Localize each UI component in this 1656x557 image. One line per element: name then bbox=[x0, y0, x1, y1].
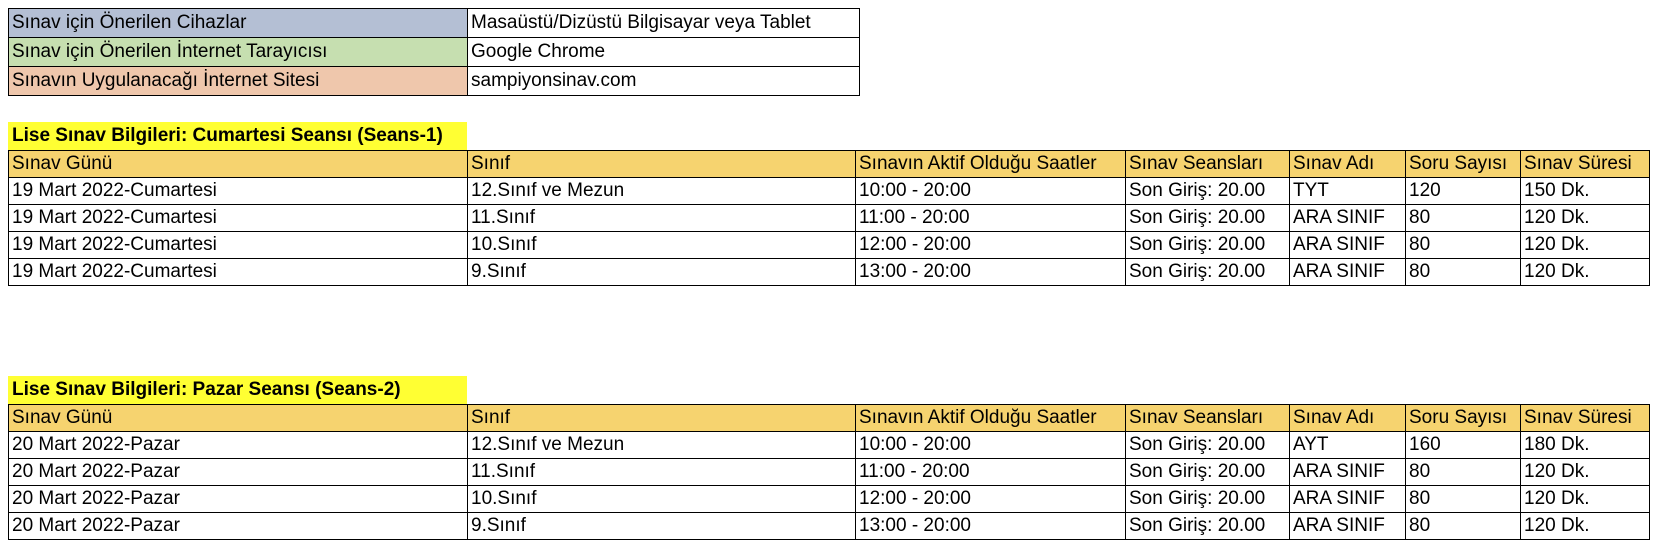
info-label-website: Sınavın Uygulanacağı İnternet Sitesi bbox=[9, 67, 468, 96]
info-value-browser: Google Chrome bbox=[468, 38, 860, 67]
column-header: Sınav Süresi bbox=[1521, 405, 1650, 432]
table-cell: 12.Sınıf ve Mezun bbox=[468, 178, 856, 205]
table-cell: 20 Mart 2022-Pazar bbox=[9, 432, 468, 459]
table-cell: 120 Dk. bbox=[1521, 486, 1650, 513]
table-cell: 80 bbox=[1406, 232, 1521, 259]
table-row bbox=[9, 486, 1650, 513]
table-row bbox=[9, 432, 1650, 459]
exam-info-table bbox=[8, 8, 860, 96]
column-header: Sınav Adı bbox=[1290, 151, 1406, 178]
table-cell: 120 Dk. bbox=[1521, 205, 1650, 232]
column-header: Sınav Seansları bbox=[1126, 151, 1290, 178]
table-row bbox=[9, 259, 1650, 286]
table-cell: 19 Mart 2022-Cumartesi bbox=[9, 178, 468, 205]
table-cell: 11.Sınıf bbox=[468, 459, 856, 486]
table-cell: 80 bbox=[1406, 486, 1521, 513]
column-header: Sınav Günü bbox=[9, 151, 468, 178]
table-cell: Son Giriş: 20.00 bbox=[1126, 232, 1290, 259]
table-cell: 80 bbox=[1406, 205, 1521, 232]
table-cell: 150 Dk. bbox=[1521, 178, 1650, 205]
info-row-website bbox=[9, 67, 860, 96]
table-cell: Son Giriş: 20.00 bbox=[1126, 432, 1290, 459]
column-header: Sınavın Aktif Olduğu Saatler bbox=[856, 405, 1126, 432]
column-header: Sınıf bbox=[468, 151, 856, 178]
column-header: Soru Sayısı bbox=[1406, 405, 1521, 432]
table-cell: TYT bbox=[1290, 178, 1406, 205]
column-header: Sınav Süresi bbox=[1521, 151, 1650, 178]
table-cell: 120 bbox=[1406, 178, 1521, 205]
table-row bbox=[9, 459, 1650, 486]
info-row-devices bbox=[9, 9, 860, 38]
table-cell: 10.Sınıf bbox=[468, 486, 856, 513]
table-row bbox=[9, 178, 1650, 205]
table-cell: 10.Sınıf bbox=[468, 232, 856, 259]
table-cell: ARA SINIF bbox=[1290, 205, 1406, 232]
table-cell: 9.Sınıf bbox=[468, 259, 856, 286]
table-cell: AYT bbox=[1290, 432, 1406, 459]
session2-table bbox=[8, 404, 1650, 540]
column-header: Sınav Günü bbox=[9, 405, 468, 432]
table-cell: 120 Dk. bbox=[1521, 513, 1650, 540]
session1-title: Lise Sınav Bilgileri: Cumartesi Seansı (Seans-1) bbox=[8, 122, 467, 150]
column-header: Soru Sayısı bbox=[1406, 151, 1521, 178]
session2-title: Lise Sınav Bilgileri: Pazar Seansı (Seans-2) bbox=[8, 376, 467, 404]
session1-table bbox=[8, 150, 1650, 286]
table-cell: 12.Sınıf ve Mezun bbox=[468, 432, 856, 459]
table-cell: 19 Mart 2022-Cumartesi bbox=[9, 205, 468, 232]
column-header: Sınıf bbox=[468, 405, 856, 432]
table-cell: 11.Sınıf bbox=[468, 205, 856, 232]
table-cell: 12:00 - 20:00 bbox=[856, 232, 1126, 259]
table-cell: 120 Dk. bbox=[1521, 232, 1650, 259]
table-row bbox=[9, 205, 1650, 232]
table-cell: 120 Dk. bbox=[1521, 459, 1650, 486]
table-cell: Son Giriş: 20.00 bbox=[1126, 178, 1290, 205]
table-cell: ARA SINIF bbox=[1290, 232, 1406, 259]
table-cell: 19 Mart 2022-Cumartesi bbox=[9, 232, 468, 259]
table-cell: ARA SINIF bbox=[1290, 259, 1406, 286]
info-label-devices: Sınav için Önerilen Cihazlar bbox=[9, 9, 468, 38]
table-cell: ARA SINIF bbox=[1290, 513, 1406, 540]
table-cell: Son Giriş: 20.00 bbox=[1126, 259, 1290, 286]
table-cell: 10:00 - 20:00 bbox=[856, 432, 1126, 459]
table-cell: 9.Sınıf bbox=[468, 513, 856, 540]
table-cell: ARA SINIF bbox=[1290, 459, 1406, 486]
table-cell: 13:00 - 20:00 bbox=[856, 259, 1126, 286]
info-label-browser: Sınav için Önerilen İnternet Tarayıcısı bbox=[9, 38, 468, 67]
table-cell: Son Giriş: 20.00 bbox=[1126, 459, 1290, 486]
table-header-row bbox=[9, 151, 1650, 178]
table-cell: 11:00 - 20:00 bbox=[856, 205, 1126, 232]
table-cell: 160 bbox=[1406, 432, 1521, 459]
table-cell: 120 Dk. bbox=[1521, 259, 1650, 286]
table-cell: 11:00 - 20:00 bbox=[856, 459, 1126, 486]
table-cell: 80 bbox=[1406, 459, 1521, 486]
table-cell: Son Giriş: 20.00 bbox=[1126, 513, 1290, 540]
column-header: Sınav Seansları bbox=[1126, 405, 1290, 432]
table-row bbox=[9, 513, 1650, 540]
table-cell: 80 bbox=[1406, 259, 1521, 286]
table-header-row bbox=[9, 405, 1650, 432]
table-cell: 20 Mart 2022-Pazar bbox=[9, 459, 468, 486]
table-cell: 12:00 - 20:00 bbox=[856, 486, 1126, 513]
table-cell: 10:00 - 20:00 bbox=[856, 178, 1126, 205]
info-value-devices: Masaüstü/Dizüstü Bilgisayar veya Tablet bbox=[468, 9, 860, 38]
info-row-browser bbox=[9, 38, 860, 67]
table-row bbox=[9, 232, 1650, 259]
table-cell: Son Giriş: 20.00 bbox=[1126, 205, 1290, 232]
info-value-website: sampiyonsinav.com bbox=[468, 67, 860, 96]
table-cell: 80 bbox=[1406, 513, 1521, 540]
table-cell: ARA SINIF bbox=[1290, 486, 1406, 513]
table-cell: 20 Mart 2022-Pazar bbox=[9, 513, 468, 540]
table-cell: 180 Dk. bbox=[1521, 432, 1650, 459]
column-header: Sınav Adı bbox=[1290, 405, 1406, 432]
table-cell: Son Giriş: 20.00 bbox=[1126, 486, 1290, 513]
table-cell: 13:00 - 20:00 bbox=[856, 513, 1126, 540]
table-cell: 19 Mart 2022-Cumartesi bbox=[9, 259, 468, 286]
table-cell: 20 Mart 2022-Pazar bbox=[9, 486, 468, 513]
column-header: Sınavın Aktif Olduğu Saatler bbox=[856, 151, 1126, 178]
